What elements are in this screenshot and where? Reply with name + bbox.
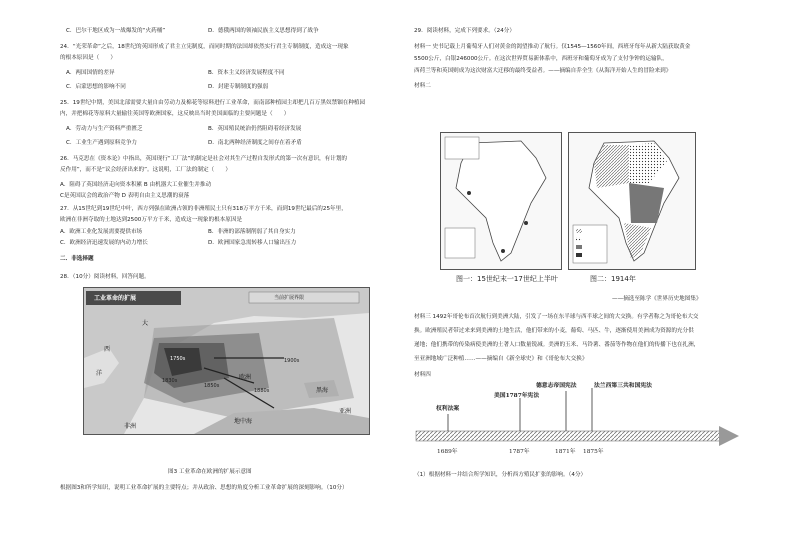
q24-stem-line2: 的根本原因是（ ） bbox=[60, 55, 116, 61]
material3-line2: 换。欧洲殖民者带过来来到美洲的土地生活，他们带来的小麦，葡萄、马匹、牛，逐渐使用美洲成为资源的充分供 bbox=[414, 328, 694, 334]
map-label-asia: 亚洲 bbox=[339, 408, 352, 415]
timeline-year-1871: 1871年 bbox=[555, 449, 576, 455]
timeline-year-1787: 1787年 bbox=[509, 449, 530, 455]
material1-line1: 材料一 史书记载上月葡萄牙人们对黄金的渴望推动了航行。仅1545—1560年间，西班牙每年从新大陆获取黄金 bbox=[414, 44, 691, 50]
q23-option-c: C．巴尔干地区成为一战爆发的“火药桶” bbox=[66, 28, 166, 34]
q25-stem-line2: 内，并把棉花等原料大量输往英国等欧洲国家，这反映出当时美国面临的主要问题是（ ） bbox=[60, 111, 290, 117]
map1-caption: 图一：15世纪末一17世纪上半叶 bbox=[456, 275, 558, 283]
map-year-1830: 1830s bbox=[162, 378, 178, 384]
q25-option-d: D．南北两种经济制度之间存在着矛盾 bbox=[208, 140, 302, 146]
africa-map-2 bbox=[568, 132, 696, 270]
timeline-event-1: 权利法案 bbox=[436, 406, 460, 412]
map-year-1900: 1900s bbox=[284, 358, 300, 364]
timeline bbox=[414, 386, 744, 456]
q27-option-c: C．欧洲经济迅速发展的内动力增长 bbox=[60, 240, 148, 246]
europe-map-drawing bbox=[84, 288, 369, 434]
map-label-atlantic-2: 西 bbox=[104, 346, 111, 353]
q25-option-a: A．劳动力与生产资料严重匮乏 bbox=[66, 126, 143, 132]
map2-caption: 图二：1914年 bbox=[590, 275, 636, 283]
material1-line2: 5500公斤，白银246000公斤。在这次世界贸易新体系中，西班牙和葡萄牙成为了支付争钟的运输队， bbox=[414, 56, 668, 62]
industrial-revolution-map bbox=[83, 287, 370, 435]
q28-question: 根据图3和所学知识，说明工业革命扩展的主要特点；并从政治、思想的角度分析工业革命扩展的深刻影响。（10分） bbox=[60, 485, 348, 491]
map-year-1850: 1850s bbox=[204, 383, 220, 389]
q24-option-c: C．启蒙思想的影响不同 bbox=[66, 84, 126, 90]
q28-stem: 28．（10分）阅读材料，回答问题。 bbox=[60, 274, 150, 280]
q29-part1: （1）根据材料一并结合所学知识，分析西方殖民扩张的影响。（4分） bbox=[414, 472, 587, 478]
material1-line3: 西荷兰等和英国则成为这次财富大迁移的最终受益者。——摘编自乔全生《从海洋开始人生的冒险来到》 bbox=[414, 68, 672, 74]
q24-option-b: B．资本主义经济发展程度不同 bbox=[208, 70, 285, 76]
map-label-mediterranean: 地中海 bbox=[234, 418, 253, 425]
map-label-africa: 非洲 bbox=[124, 423, 137, 430]
map-label-atlantic-3: 洋 bbox=[96, 370, 103, 377]
material4-label: 材料四 bbox=[414, 372, 431, 378]
section-heading: 二．非选择题 bbox=[60, 256, 94, 262]
figure3-caption: 图3 工业革命在欧洲的扩展示意图 bbox=[168, 469, 252, 475]
map-source: ——摘选至陈学《世界历史地图集》 bbox=[612, 296, 702, 302]
q26-option-cd: C是英国议会的政治产物 D 表明自由主义思潮的衰落 bbox=[60, 193, 190, 199]
q27-option-a: A．欧洲工业化发展需要提供市场 bbox=[60, 229, 143, 235]
q24-stem-line1: 24．“光荣革命”之后，18世纪的英国形成了君主立宪制度，而同时期的法国却依然实行君主专制制度，造成这一现象 bbox=[60, 44, 349, 50]
q27-option-b: B．非洲的部落制削弱了其自身实力 bbox=[208, 229, 296, 235]
q25-option-b: B．英国殖民统治仍然阻碍着经济发展 bbox=[208, 126, 302, 132]
map-label-europe: 欧洲 bbox=[239, 374, 252, 381]
q25-stem-line1: 25．19世纪中期，美国北部需要大量自由劳动力及棉花等原料进行工业革命，而南部种植园主却把几百万黑奴禁锢在种植园 bbox=[60, 100, 366, 106]
q24-option-a: A．两国国情的差异 bbox=[66, 70, 115, 76]
map-year-1750: 1750s bbox=[170, 356, 186, 362]
map-title: 工业革命的扩展 bbox=[94, 295, 137, 302]
africa-map-2-drawing bbox=[569, 133, 695, 269]
timeline-year-1689: 1689年 bbox=[437, 449, 458, 455]
q25-option-c: C．工业生产遇到原料竞争力 bbox=[66, 140, 138, 146]
q24-option-d: D．封建专制制度的强弱 bbox=[208, 84, 269, 90]
material3-line1: 材料三 1492年哥伦布首次航行到美洲大陆，引发了一场在东半球与西半球之间的大交换。有学者称之为哥伦布大交 bbox=[414, 314, 699, 320]
q27-option-d: D．欧洲国家急需转移人口输出压力 bbox=[208, 240, 297, 246]
africa-map-1 bbox=[440, 132, 562, 270]
material2-label: 材料二 bbox=[414, 83, 431, 89]
map-label-black-sea: 黑海 bbox=[316, 387, 329, 394]
map-legend: 当前扩展界限 bbox=[274, 295, 305, 301]
timeline-event-3: 德意志帝国宪法 bbox=[536, 383, 577, 389]
africa-map-1-drawing bbox=[441, 133, 561, 269]
q26-stem-line2: 反作用”，而不是“议会经济出来的”。这说明，工厂法的制定（ ） bbox=[60, 167, 231, 173]
q29-stem: 29．阅读材料，完成下列要求。（24分） bbox=[414, 28, 515, 34]
material3-line4: 至亚洲地域广泛种植……——摘编自《新全球史》和《哥伦布大交换》 bbox=[414, 356, 588, 362]
q27-stem-line2: 欧洲在非洲夺取的土地达到2500万平方千米，造成这一现象的根本原因是 bbox=[60, 217, 243, 223]
q26-stem-line1: 26．马克思在《资本论》中指出，英国现行“工厂法”的制定是社会对其生产过程自发形式的第一次有意识，有计划的 bbox=[60, 156, 348, 162]
q27-stem-line1: 27．从15世纪到19世纪中叶，西方列强在欧洲占领的非洲殖民土只有318万平方千米，而到19世纪最后的25年里， bbox=[60, 206, 347, 212]
map-year-1880: 1880s bbox=[254, 388, 270, 394]
timeline-year-1875: 1875年 bbox=[583, 449, 604, 455]
timeline-event-2: 美国1787年宪法 bbox=[494, 393, 540, 399]
q23-option-d: D．德俄两国的领袖民族主义思想得到了战争 bbox=[208, 28, 319, 34]
q26-option-ab: A．阻碍了英国经济走向资本积累 B 由机器大工业催生并推动 bbox=[60, 182, 212, 188]
material3-line3: 递地；他们携带的传染病使美洲的土著人口数量锐减。美洲的玉米、马铃薯、番茄等作物在他们的传播下也在扎洲， bbox=[414, 342, 700, 348]
map-label-atlantic-1: 大 bbox=[142, 320, 149, 327]
timeline-event-4: 法兰西第三共和国宪法 bbox=[594, 383, 652, 389]
